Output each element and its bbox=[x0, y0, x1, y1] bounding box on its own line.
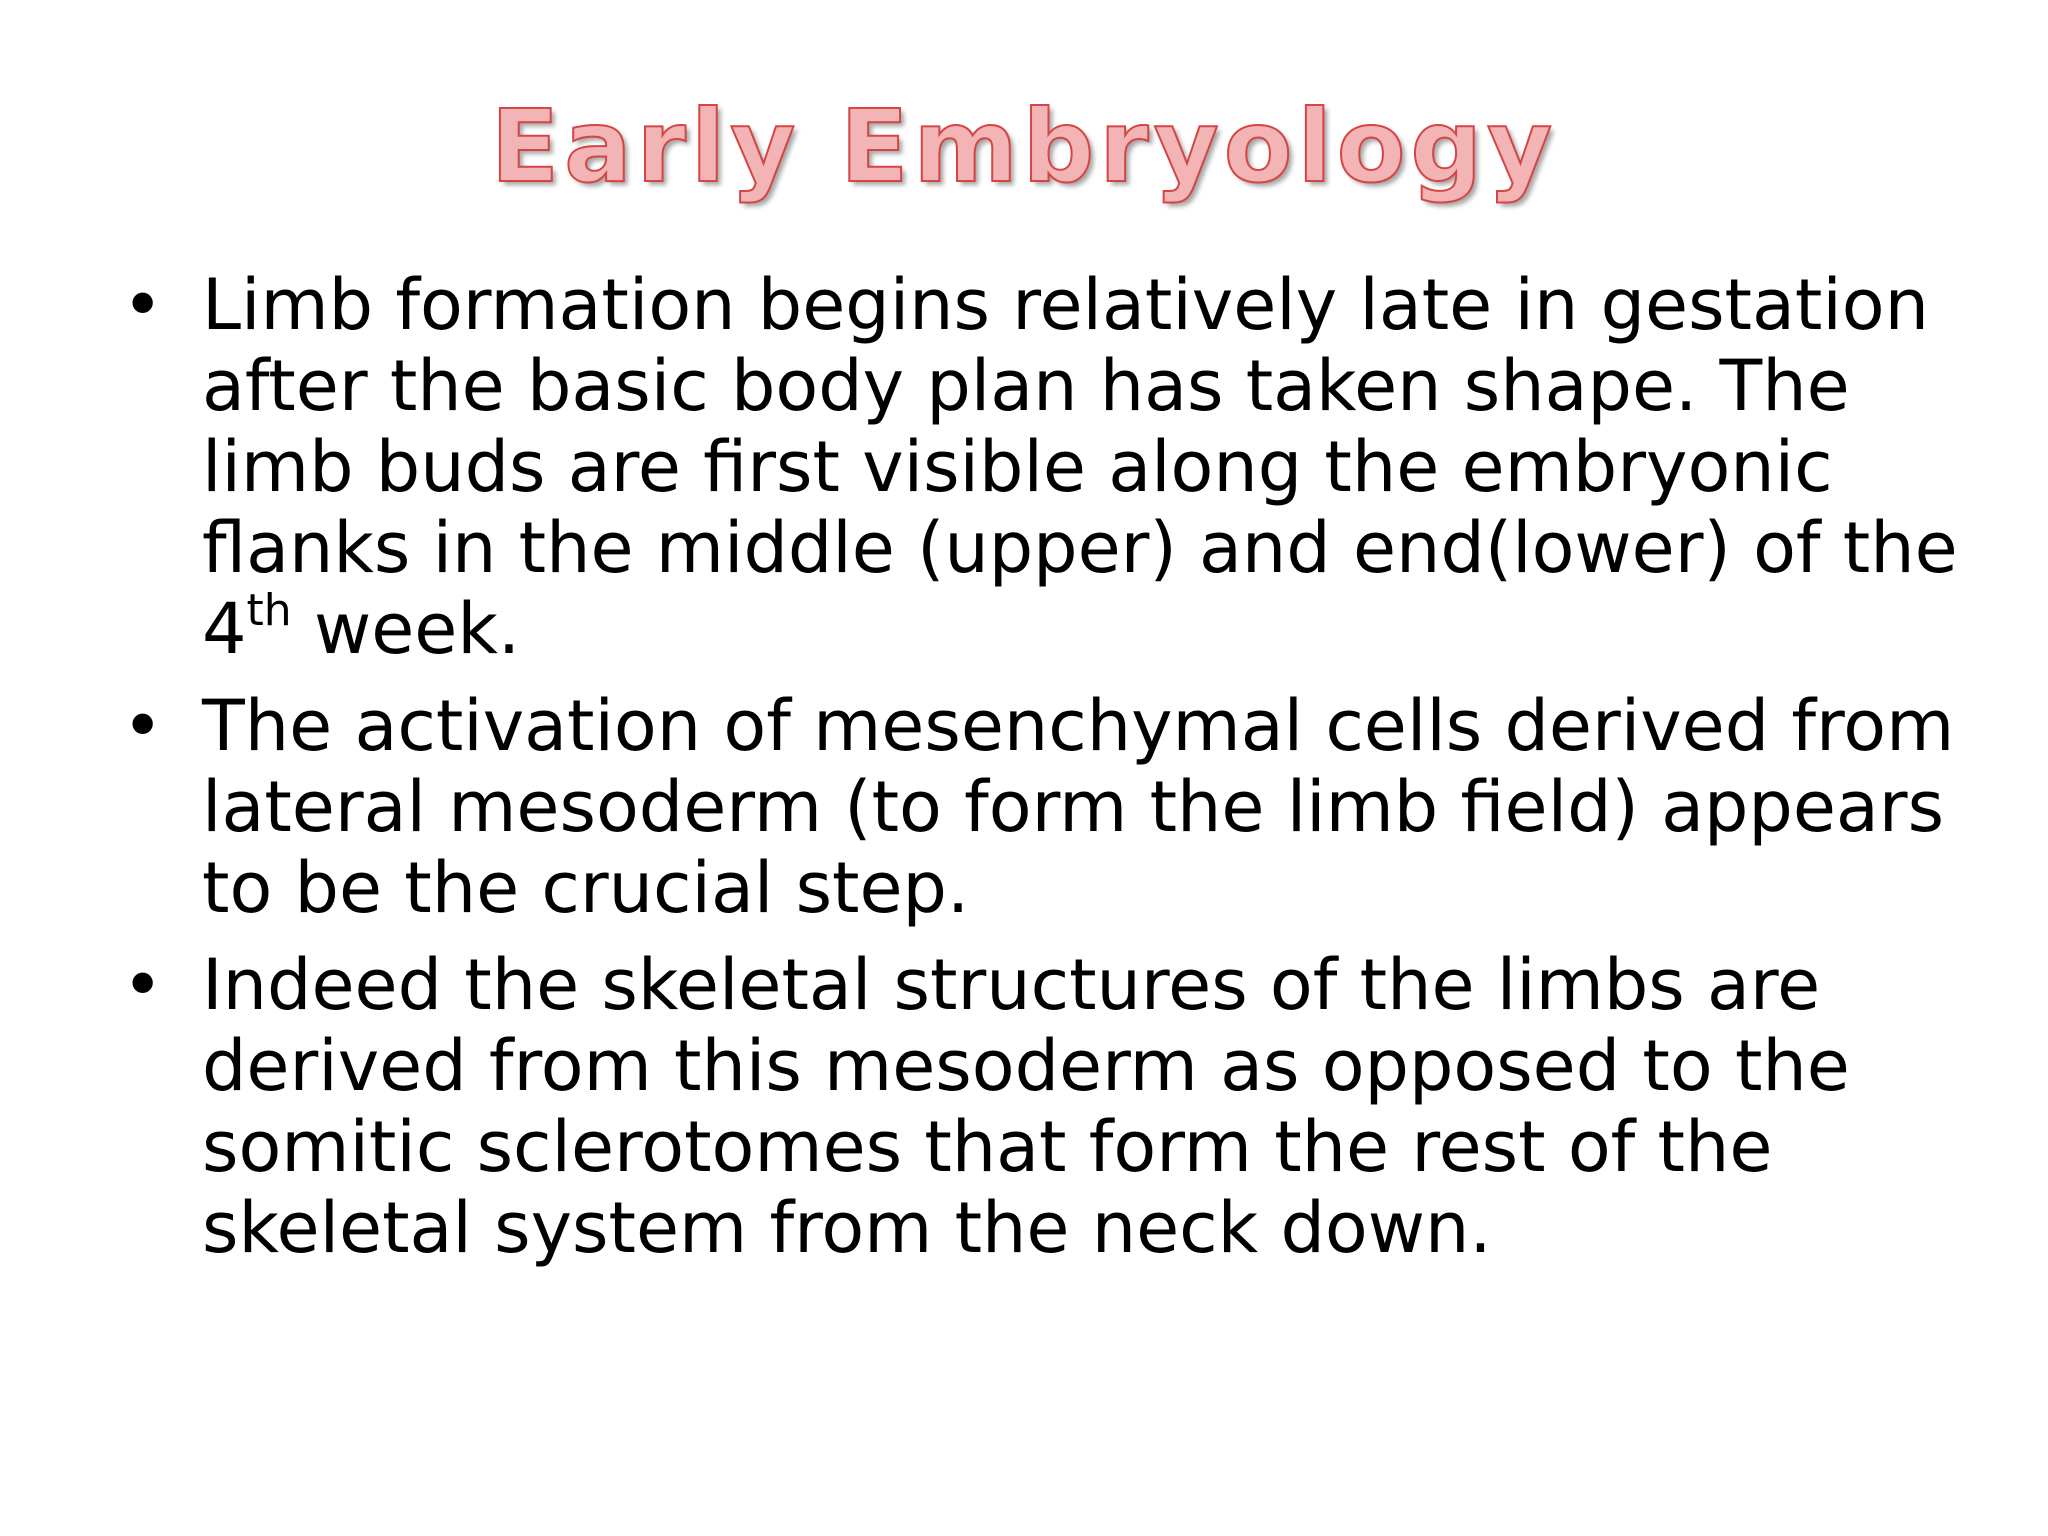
bullet-item-2 bbox=[122, 686, 1962, 929]
bullet-item-1 bbox=[122, 265, 1962, 670]
bullet-marker: • bbox=[122, 944, 164, 1026]
bullet-text-1 bbox=[202, 264, 1958, 670]
bullet-item-3 bbox=[122, 945, 1962, 1269]
slide-title: Early Embryology bbox=[490, 88, 1558, 205]
ordinal-suffix: th bbox=[246, 584, 292, 636]
bullet-text-3: Indeed the skeletal structures of the limbs are derived from this mesoderm as opposed to the somitic sclerotomes that form the rest of the skeletal system from the neck down. bbox=[202, 944, 1850, 1269]
bullet-text-1-after: week. bbox=[291, 588, 521, 670]
bullet-text-1-before: Limb formation begins relatively late in gestation after the basic body plan has taken shape. The limb buds are first visible along the embryonic flanks in the middle (upper) and end(lower) of the 4 bbox=[202, 264, 1958, 670]
bullet-marker: • bbox=[122, 264, 164, 346]
bullet-text-2: The activation of mesenchymal cells derived from lateral mesoderm (to form the limb field) appears to be the crucial step. bbox=[202, 685, 1955, 929]
bullet-list bbox=[122, 265, 1962, 1285]
bullet-marker: • bbox=[122, 685, 164, 767]
